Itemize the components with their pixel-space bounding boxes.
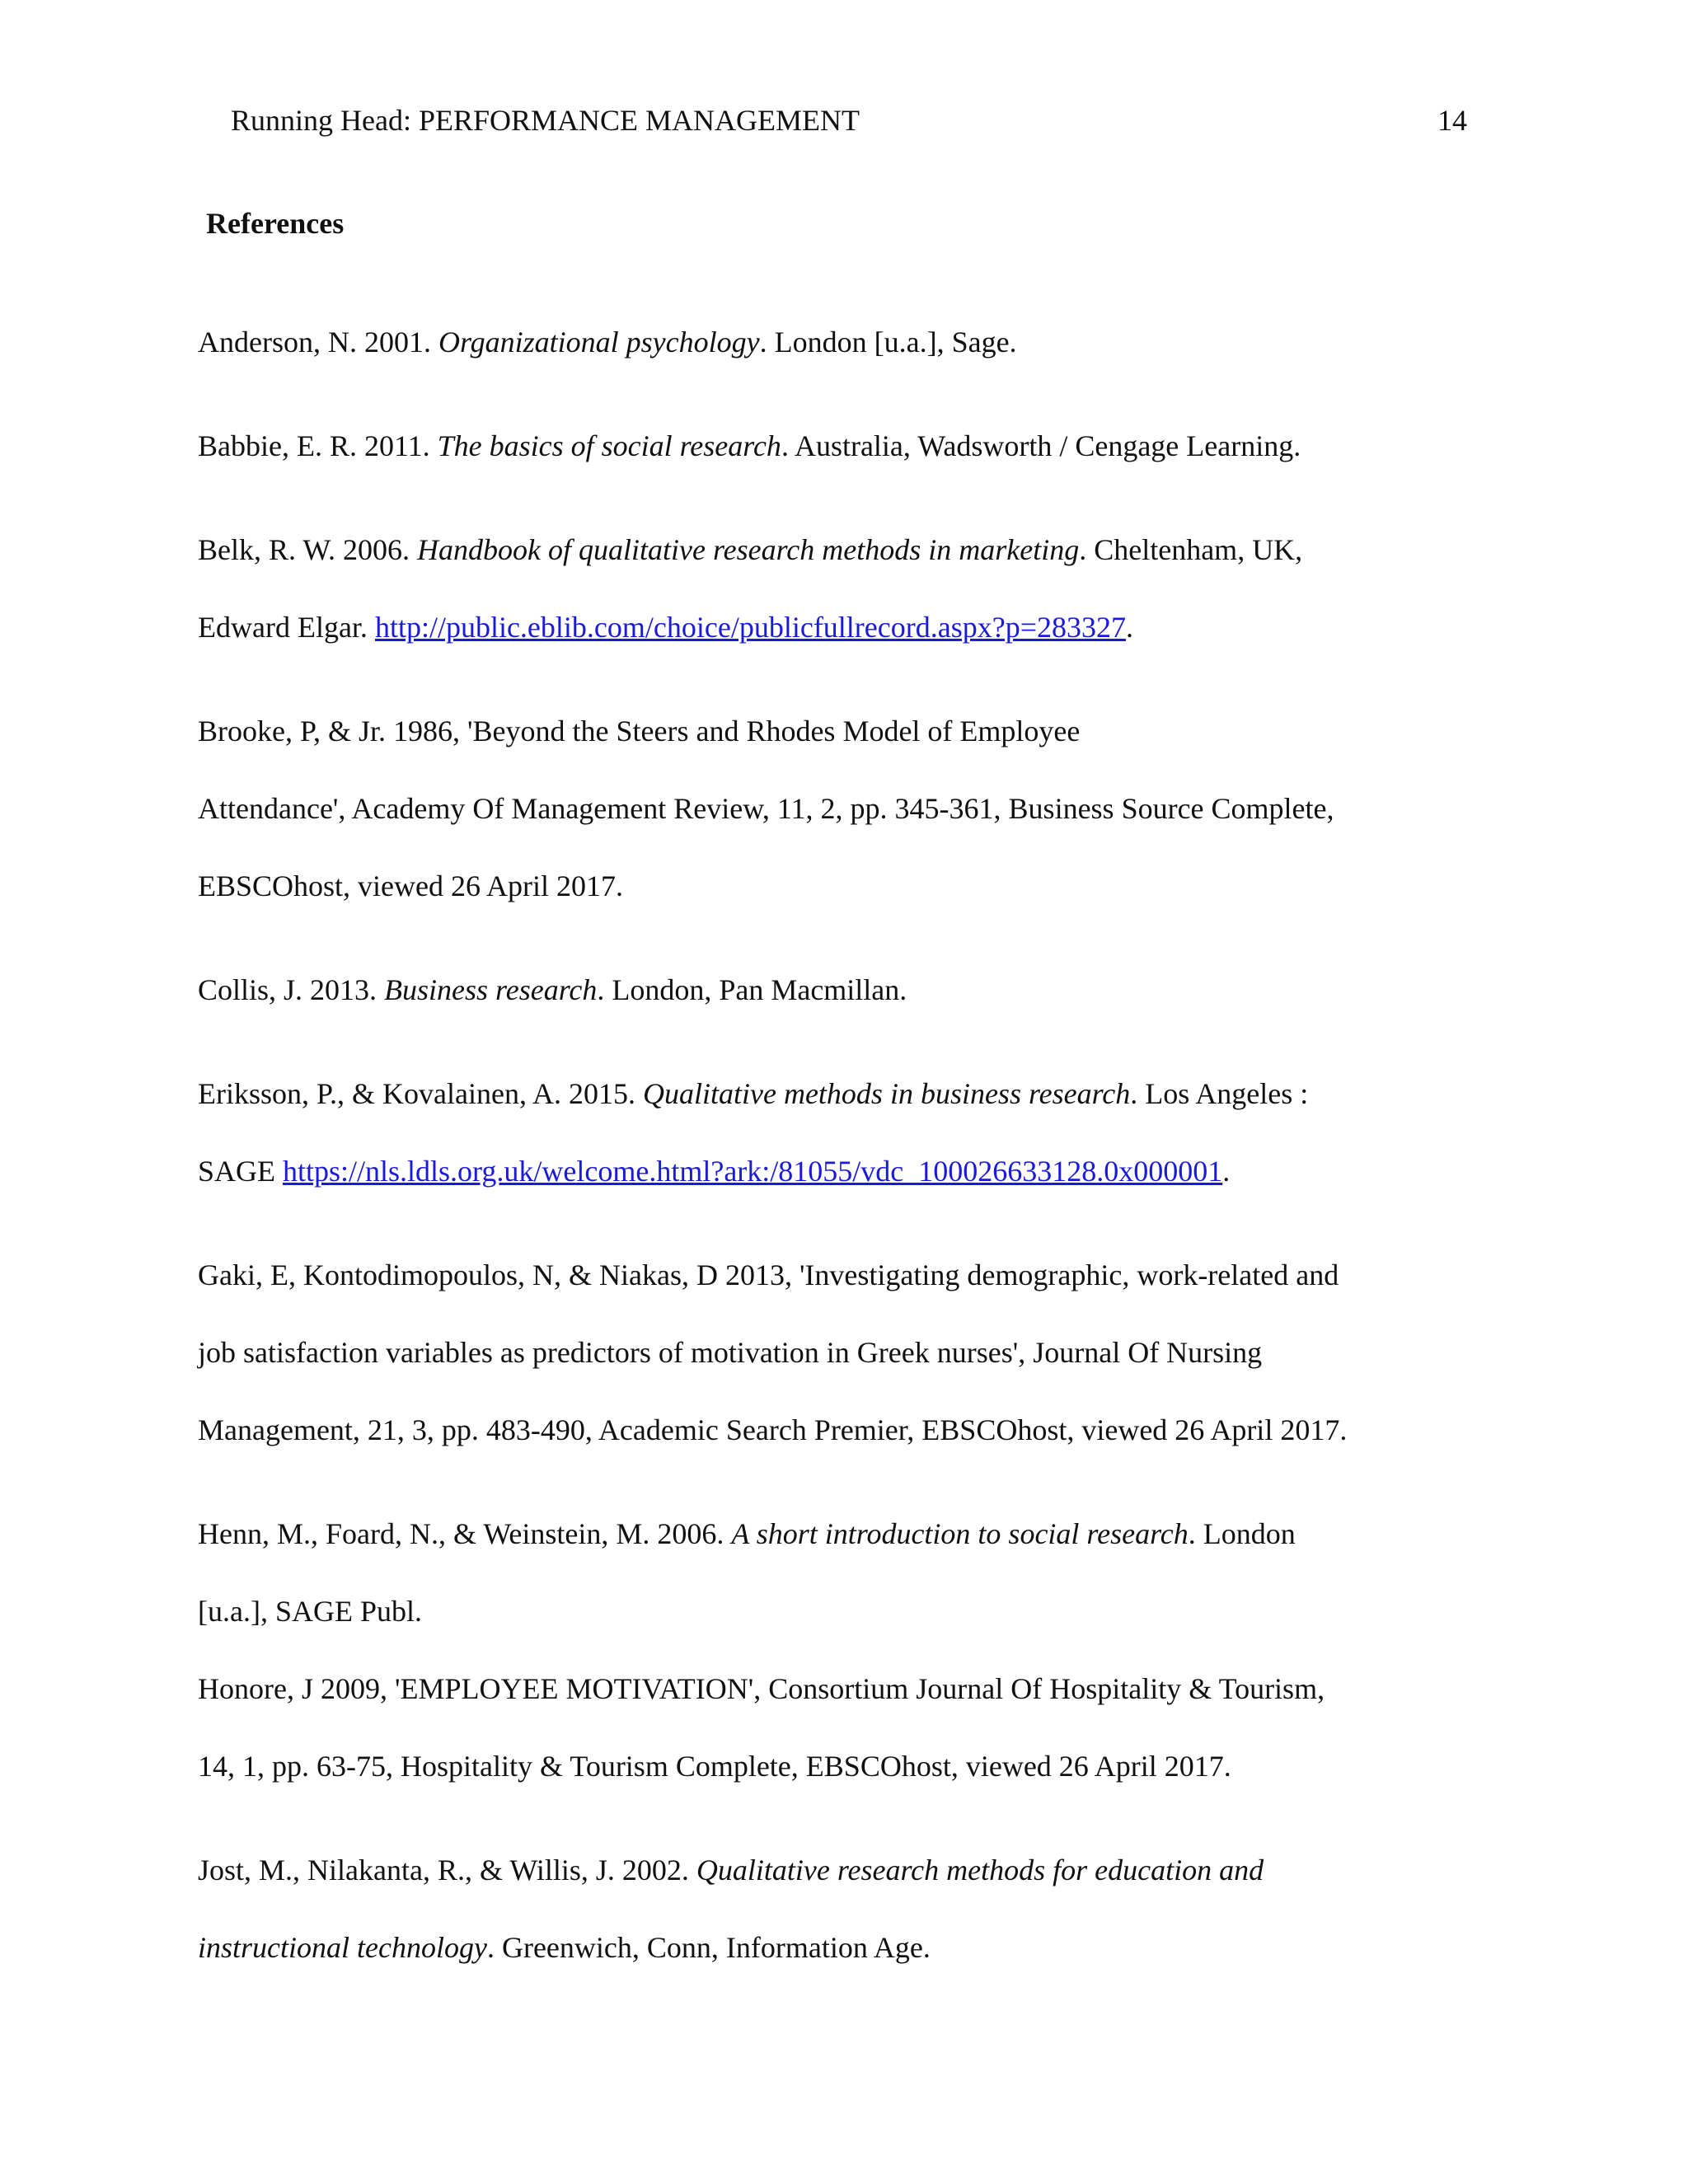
running-header <box>231 97 1467 143</box>
reference-entry <box>198 407 1517 485</box>
reference-entry <box>198 511 1517 666</box>
reference-title: Business research <box>384 973 598 1006</box>
reference-title: Handbook of qualitative research methods in marketing <box>417 533 1080 566</box>
reference-text: . London <box>1188 1517 1296 1550</box>
reference-entry <box>198 1831 1517 1986</box>
reference-entry <box>198 692 1517 925</box>
reference-entry <box>198 1650 1517 1805</box>
reference-text: . Cheltenham, UK, <box>1079 533 1303 566</box>
page-title: References <box>206 207 345 240</box>
reference-entry <box>198 303 1517 381</box>
reference-text: . London, Pan Macmillan. <box>597 973 907 1006</box>
reference-title: instructional technology <box>198 1931 487 1964</box>
reference-link[interactable]: http://public.eblib.com/choice/publicfullrecord.aspx?p=283327 <box>374 611 1127 644</box>
reference-text: EBSCOhost, viewed 26 April 2017. <box>198 869 624 902</box>
reference-text: Management, 21, 3, pp. 483-490, Academic Search Premier, EBSCOhost, viewed 26 April 2017. <box>198 1413 1348 1446</box>
reference-title: The basics of social research <box>437 429 781 462</box>
reference-text: Collis, J. 2013. <box>198 973 385 1006</box>
reference-title: A short introduction to social research <box>731 1517 1189 1550</box>
reference-text: Henn, M., Foard, N., & Weinstein, M. 2006. <box>198 1517 732 1550</box>
reference-text: . Los Angeles : <box>1130 1077 1309 1110</box>
reference-text: Babbie, E. R. 2011. <box>198 429 438 462</box>
reference-text: [u.a.], SAGE Publ. <box>198 1595 422 1628</box>
reference-text: Brooke, P, & Jr. 1986, 'Beyond the Steers and Rhodes Model of Employee <box>198 715 1081 748</box>
reference-entry <box>198 951 1517 1029</box>
reference-text: Anderson, N. 2001. <box>198 326 438 359</box>
reference-title: Qualitative methods in business research <box>642 1077 1131 1110</box>
reference-title: Organizational psychology <box>438 326 760 359</box>
reference-text: . London [u.a.], Sage. <box>759 326 1017 359</box>
running-head: Running Head: PERFORMANCE MANAGEMENT <box>231 104 860 137</box>
reference-text: . Greenwich, Conn, Information Age. <box>486 1931 931 1964</box>
reference-entry <box>198 1055 1517 1210</box>
reference-text: job satisfaction variables as predictors of motivation in Greek nurses', Journal Of Nursing <box>198 1336 1263 1369</box>
reference-text: . Australia, Wadsworth / Cengage Learning. <box>781 429 1301 462</box>
reference-entry <box>198 1236 1517 1469</box>
reference-text: SAGE <box>198 1155 284 1188</box>
reference-text: . <box>1126 611 1134 644</box>
references-list <box>198 303 1517 2013</box>
page-number: 14 <box>1437 104 1467 137</box>
reference-text: Edward Elgar. <box>198 611 375 644</box>
reference-text: Honore, J 2009, 'EMPLOYEE MOTIVATION', Consortium Journal Of Hospitality & Tourism, <box>198 1672 1325 1705</box>
reference-text: . <box>1222 1155 1231 1188</box>
reference-text: Attendance', Academy Of Management Review, 11, 2, pp. 345-361, Business Source Complete, <box>198 792 1334 825</box>
reference-text: 14, 1, pp. 63-75, Hospitality & Tourism Complete, EBSCOhost, viewed 26 April 2017. <box>198 1750 1231 1783</box>
reference-title: Qualitative research methods for education and <box>696 1854 1264 1886</box>
reference-text: Jost, M., Nilakanta, R., & Willis, J. 2002. <box>198 1854 696 1886</box>
reference-text: Belk, R. W. 2006. <box>198 533 418 566</box>
reference-link[interactable]: https://nls.ldls.org.uk/welcome.html?ark:/81055/vdc_100026633128.0x000001 <box>283 1155 1223 1188</box>
reference-text: Eriksson, P., & Kovalainen, A. 2015. <box>198 1077 643 1110</box>
reference-entry <box>198 1495 1517 1650</box>
reference-text: Gaki, E, Kontodimopoulos, N, & Niakas, D 2013, 'Investigating demographic, work-related and <box>198 1258 1339 1291</box>
